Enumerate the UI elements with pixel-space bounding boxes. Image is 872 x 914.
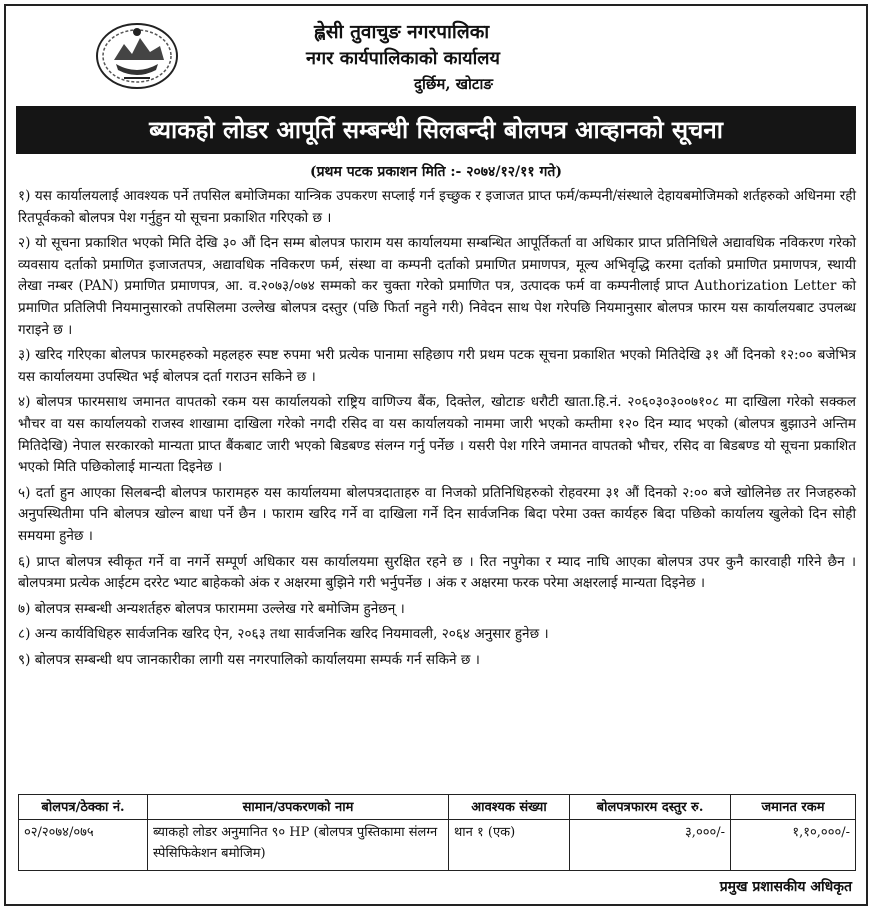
municipality-name: ह्लेसी तुवाचुङ नगरपालिका: [314, 21, 490, 43]
signatory-title: प्रमुख प्रशासकीय अधिकृत: [719, 879, 852, 895]
header-item-name: सामान/उपकरणको नाम: [148, 795, 449, 820]
notice-page: [4, 4, 868, 906]
clause-4: ४) बोलपत्र फारमसाथ जमानत वापतको रकम यस कार्यालयको राष्ट्रिय वाणिज्य बैंक, दिक्तेल, खोटाङ धरौटी खाता.हि.नं. २०६०३०३००७१०८ मा दाखिला गरेको सक्कल भौचर वा यस कार्यालयको राजस्व शाखामा दाखिला गरेको नगदी रसिद वा यस कार्यालयको नाममा जारी भएको कम्तीमा १२० दिन म्याद भएको (बोलपत्र बुझाउने अन्तिम मितिदेखि) नेपाल सरकारको मान्यता प्राप्त बैंकबाट जारी भएको बिडबण्ड संलग्न गर्नु पर्नेछ । यसरी पेश गरिने जमानत वापतको भौचर, रसिद वा बिडबण्ड यो सूचना प्रकाशित भएको मिति पछिकोलाई मान्यता दिइनेछ ।: [18, 394, 856, 476]
notice-clauses: [18, 186, 856, 675]
office-location: दुर्छिम, खोटाङ: [414, 75, 493, 93]
cell-item-name: ब्याकहो लोडर अनुमानित ९० HP (बोलपत्र पुस्तिकामा संलग्न स्पेसिफिकेशन बमोजिम): [148, 820, 449, 871]
header-bid-number: बोलपत्र/ठेक्का नं.: [19, 795, 148, 820]
notice-title: ब्याकहो लोडर आपूर्ति सम्बन्धी सिलबन्दी बोलपत्र आव्हानको सूचना: [16, 106, 856, 154]
cell-quantity: थान १ (एक): [449, 820, 570, 871]
publication-date: (प्रथम पटक प्रकाशन मिति :- २०७४/१२/११ गते): [309, 164, 563, 180]
notice-header: [6, 6, 866, 98]
office-name: नगर कार्यपालिकाको कार्यालय: [306, 48, 500, 69]
government-emblem-icon: [94, 20, 180, 90]
clause-5: ५) दर्ता हुन आएका सिलबन्दी बोलपत्र फारामहरु यस कार्यालयमा बोलपत्रदाताहरु वा निजको प्रतिनिधिहरुको रोहवरमा ३१ औं दिनको २:०० बजे खोलिनेछ तर निजहरुको अनुपस्थितीमा पनि बोलपत्र खोल्न बाधा पर्ने छैन । फाराम खरिद गर्ने वा दाखिला गर्ने दिन सार्वजनिक बिदा परेमा उक्त कार्यहरु बिदा पछिको कार्यालय खुलेको दिन सोही समयमा हुनेछ ।: [18, 484, 856, 544]
clause-1: १) यस कार्यालयलाई आवश्यक पर्ने तपसिल बमोजिमका यान्त्रिक उपकरण सप्लाई गर्न इच्छुक र इजाजत प्राप्त फर्म/कम्पनी/संस्थाले देहायबमोजिमको शर्तहरुको अधिनमा रही रितपूर्वकको बोलपत्र पेश गर्नुहुन यो सूचना प्रकाशित गरिएको छ ।: [18, 188, 856, 226]
clause-2: २) यो सूचना प्रकाशित भएको मिति देखि ३० औं दिन सम्म बोलपत्र फाराम यस कार्यालयमा सम्बन्धित आपूर्तिकर्ता वा अधिकार प्राप्त प्रतिनिधिले अद्यावधिक नविकरण गरेको व्यवसाय दर्ताको प्रमाणित इजाजतपत्र, अद्यावधिक नविकरण फर्म, संस्था वा कम्पनी दर्ताको प्रमाणित प्रमाणपत्र, मूल्य अभिवृद्धि करमा दर्ताको प्रमाणित प्रमाणपत्र, स्थायी लेखा नम्बर (PAN) प्रमाणित प्रमाणपत्र, आ. व.२०७३/०७४ सम्मको कर चुक्ता गरेको प्रमाणित पत्र, उत्पादक फर्म वा कम्पनीलाई प्राप्त Authorization Letter को प्रमाणित प्रतिलिपी नियमानुसारको तपसिलमा उल्लेख बोलपत्र दस्तुर (पछि फिर्ता नहुने गरी) निवेदन साथ पेश गरेपछि नियमानुसार बोलपत्र फारम यस कार्यालयबाट उपलब्ध गराइने छ ।: [18, 235, 856, 338]
cell-security-amount: १,१०,०००/-: [731, 820, 856, 871]
clause-3: ३) खरिद गरिएका बोलपत्र फारमहरुको महलहरु स्पष्ट रुपमा भरी प्रत्येक पानामा सहिछाप गरी प्रथम पटक सूचना प्रकाशित भएको मितिदेखि ३१ औं दिनको १२:०० बजेभित्र यस कार्यालयमा उपस्थित भई बोलपत्र दर्ता गराउन सकिने छ ।: [18, 347, 856, 385]
cell-form-fee: ३,०००/-: [570, 820, 731, 871]
table-row: [19, 820, 856, 871]
cell-bid-number: ०२/२०७४/०७५: [19, 820, 148, 871]
organization-block: [306, 18, 500, 94]
clause-7: ७) बोलपत्र सम्बन्धी अन्यशर्तहरु बोलपत्र फाराममा उल्लेख गरे बमोजिम हुनेछन् ।: [18, 600, 405, 617]
clause-6: ६) प्राप्त बोलपत्र स्वीकृत गर्ने वा नगर्ने सम्पूर्ण अधिकार यस कार्यालयमा सुरक्षित रहने छ । रित नपुगेका र म्याद नाघि आएका बोलपत्र उपर कुनै कारवाही गरिने छैन । बोलपत्रमा प्रत्येक आईटम दररेट भ्याट बाहेकको अंक र अक्षरमा बुझिने गरी भर्नुपर्नेछ । अंक र अक्षरमा फरक परेमा अक्षरलाई मान्यता दिइनेछ ।: [18, 553, 856, 592]
clause-8: ८) अन्य कार्यविधिहरु सार्वजनिक खरिद ऐन, २०६३ तथा सार्वजनिक खरिद नियमावली, २०६४ अनुसार हुनेछ ।: [18, 626, 549, 643]
table-header-row: [19, 795, 856, 820]
clause-9: ९) बोलपत्र सम्बन्धी थप जानकारीका लागी यस नगरपालिको कार्यालयमा सम्पर्क गर्न सकिने छ ।: [18, 651, 480, 668]
header-form-fee: बोलपत्रफारम दस्तुर रु.: [570, 795, 731, 820]
tender-items-table: [18, 794, 856, 871]
header-security-amount: जमानत रकम: [731, 795, 856, 820]
header-quantity: आवश्यक संख्या: [449, 795, 570, 820]
